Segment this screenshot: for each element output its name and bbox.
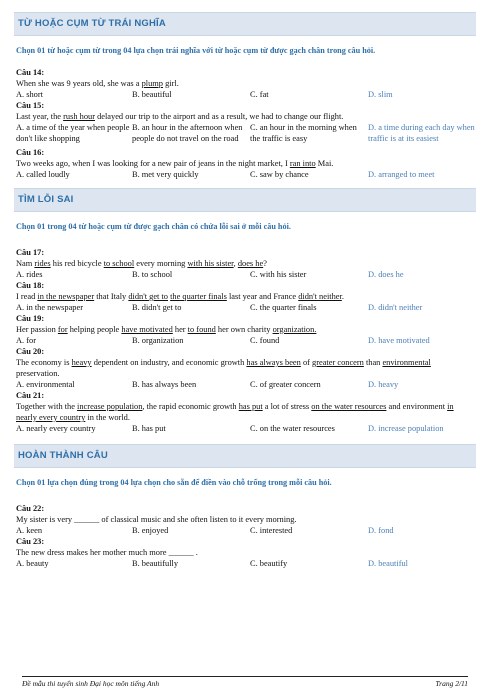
options [16, 335, 476, 346]
question-20 [16, 346, 476, 390]
footer-title: Đề mẫu thi tuyển sinh Đại học môn tiếng Anh [22, 679, 160, 688]
section-header-find-error: TÌM LỖI SAI [14, 188, 476, 212]
section-header-complete-sentence: HOÀN THÀNH CÂU [14, 444, 476, 468]
question-stem: My sister is very ______ of classical music and she often listen to it every morning. [16, 515, 297, 524]
option-c[interactable]: C. saw by chance [250, 170, 309, 179]
option-b[interactable]: B. met very quickly [132, 170, 199, 179]
option-b[interactable]: B. organization [132, 336, 184, 345]
option-a[interactable]: A. called loudly [16, 170, 70, 179]
question-number: Câu 23: [16, 537, 45, 546]
option-c[interactable]: C. the quarter finals [250, 303, 317, 312]
option-b[interactable]: B. has always been [132, 380, 197, 389]
options [16, 525, 476, 536]
question-number: Câu 20: [16, 347, 45, 356]
section-instruction: Chọn 01 lựa chọn đúng trong 04 lựa chọn cho sẵn để điền vào chỗ trống trong mỗi câu hỏi. [16, 478, 332, 487]
answer-blank[interactable]: ______ [74, 515, 100, 524]
option-d[interactable]: D. slim [368, 90, 393, 99]
option-d[interactable]: D. heavy [368, 380, 399, 389]
option-c[interactable]: C. an hour in the morning when the traffic is easy [250, 123, 357, 143]
question-number: Câu 14: [16, 68, 45, 77]
option-a[interactable]: A. environmental [16, 380, 75, 389]
option-b[interactable]: B. has put [132, 424, 166, 433]
question-number: Câu 16: [16, 148, 45, 157]
option-b[interactable]: B. beautifully [132, 559, 179, 568]
options [16, 379, 476, 390]
option-d[interactable]: D. increase population [368, 424, 444, 433]
page [14, 10, 476, 569]
question-stem: Together with the increase population, the rapid economic growth has put a lot of stress on the water resources and environment in nearly every country in the world. [16, 402, 454, 422]
question-23 [16, 536, 476, 569]
option-d[interactable]: D. have motivated [368, 336, 430, 345]
question-stem: I read in the newspaper that Italy didn't get to the quarter finals last year and France didn't neither. [16, 292, 344, 301]
question-number: Câu 21: [16, 391, 45, 400]
section-instruction: Chọn 01 từ hoặc cụm từ trong 04 lựa chọn trái nghĩa với từ hoặc cụm từ được gạch chân trong câu hỏi. [16, 46, 376, 55]
option-d[interactable]: D. arranged to meet [368, 170, 435, 179]
options [16, 122, 476, 144]
question-stem: When she was 9 years old, she was a plump girl. [16, 79, 179, 88]
options [16, 169, 476, 180]
question-16 [16, 147, 476, 180]
option-c[interactable]: C. with his sister [250, 270, 307, 279]
option-c[interactable]: C. of greater concern [250, 380, 321, 389]
question-stem: The new dress makes her mother much more ______ . [16, 548, 198, 557]
question-stem: Nam rides his red bicycle to school every morning with his sister, does he? [16, 259, 267, 268]
option-a[interactable]: A. in the newspaper [16, 303, 83, 312]
question-18 [16, 280, 476, 313]
question-number: Câu 15: [16, 101, 45, 110]
options [16, 302, 476, 313]
options [16, 558, 476, 569]
option-a[interactable]: A. beauty [16, 559, 49, 568]
question-21 [16, 390, 476, 434]
section-header-antonyms: TỪ HOẶC CỤM TỪ TRÁI NGHĨA [14, 12, 476, 36]
option-d[interactable]: D. didn't neither [368, 303, 423, 312]
option-c[interactable]: C. interested [250, 526, 293, 535]
question-22 [16, 503, 476, 536]
page-number: Trang 2/11 [435, 679, 468, 688]
options [16, 423, 476, 434]
question-stem: The economy is heavy dependent on industry, and economic growth has always been of greater concern than environmental preservation. [16, 358, 431, 378]
option-a[interactable]: A. a time of the year when people don't like shopping [16, 123, 130, 143]
option-b[interactable]: B. to school [132, 270, 173, 279]
answer-blank[interactable]: ______ [168, 548, 194, 557]
options [16, 89, 476, 100]
options [16, 269, 476, 280]
question-stem: Last year, the rush hour delayed our trip to the airport and as a result, we had to change our flight. [16, 112, 344, 121]
option-b[interactable]: B. an hour in the afternoon when people do not travel on the road [132, 123, 243, 143]
question-19 [16, 313, 476, 346]
option-d[interactable]: D. a time during each day when traffic is at its easiest [368, 123, 475, 143]
question-number: Câu 22: [16, 504, 45, 513]
question-15 [16, 100, 476, 144]
option-c[interactable]: C. found [250, 336, 280, 345]
option-c[interactable]: C. beautify [250, 559, 288, 568]
option-b[interactable]: B. beautiful [132, 90, 172, 99]
option-a[interactable]: A. rides [16, 270, 43, 279]
question-number: Câu 17: [16, 248, 45, 257]
section-instruction: Chọn 01 trong 04 từ hoặc cụm từ được gạch chân có chứa lỗi sai ở mỗi câu hỏi. [16, 222, 291, 231]
question-14 [16, 67, 476, 100]
option-b[interactable]: B. didn't get to [132, 303, 182, 312]
option-d[interactable]: D. fond [368, 526, 394, 535]
option-a[interactable]: A. nearly every country [16, 424, 96, 433]
question-number: Câu 18: [16, 281, 45, 290]
option-a[interactable]: A. for [16, 336, 37, 345]
question-stem: Two weeks ago, when I was looking for a new pair of jeans in the night market, I ran into Mai. [16, 159, 334, 168]
question-stem: Her passion for helping people have motivated her to found her own charity organization. [16, 325, 317, 334]
option-a[interactable]: A. short [16, 90, 43, 99]
page-footer [22, 676, 468, 688]
option-d[interactable]: D. beautiful [368, 559, 409, 568]
option-d[interactable]: D. does he [368, 270, 404, 279]
question-17 [16, 247, 476, 280]
option-b[interactable]: B. enjoyed [132, 526, 169, 535]
option-c[interactable]: C. fat [250, 90, 269, 99]
option-c[interactable]: C. on the water resources [250, 424, 335, 433]
question-number: Câu 19: [16, 314, 45, 323]
option-a[interactable]: A. keen [16, 526, 43, 535]
